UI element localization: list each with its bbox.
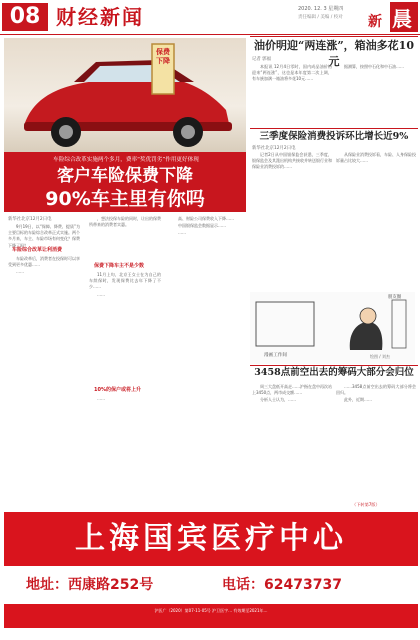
- svg-text:晨: 晨: [392, 7, 412, 31]
- lead-column-1: 9月19日，以“保障、降费、提质”为主要目标的车险综合改革正式实施。两个多月来，车主、车险市场有何变化？保费下降了吗？: [8, 224, 80, 248]
- svg-text:新: 新: [368, 14, 382, 30]
- price-tag-label: 保费下降: [156, 48, 170, 65]
- lead-column-2b: 11月上旬，北京王女士在为自己的车续保时，发现保费比去年下降了不少…… ……: [89, 272, 161, 297]
- continued-note: （下转第7版）: [352, 502, 380, 507]
- page-number: 08: [2, 3, 48, 31]
- ad-phone[interactable]: 电话：62473737: [222, 577, 342, 593]
- story4-title: 3458点前空出去的筹码大部分会归位: [254, 367, 414, 378]
- ad-license-footer: 沪医广（2020）第07-11-05号 沪卫医字… 有效期至2021年…: [154, 608, 268, 613]
- ad-title: 上海国宾医疗中心: [75, 521, 347, 556]
- car-illustration: [4, 38, 246, 152]
- logo-mark-icon: [364, 2, 418, 32]
- lead-headline-2: 90%车主里有你吗: [45, 188, 205, 210]
- lead-column-2: ，想法投保车险的同时，让出的保费所带来的消费者实惠。: [89, 216, 161, 228]
- story3-rule: [250, 128, 418, 129]
- top-rule: [250, 36, 418, 37]
- section-title: 财经新闻: [56, 5, 144, 29]
- editor-credit: 责任编辑 / 美编 / 校对: [298, 15, 343, 20]
- story3-title: 三季度保险消费投诉环比增长近9%: [259, 131, 409, 142]
- cartoon-label: 漫画工作间: [264, 353, 287, 358]
- lead-column-3: 高、财险公司保费收入下降…… 中国银保监会数据显示…… ……: [178, 216, 234, 236]
- lead-subhead-1: 车险综合改革让利消费: [12, 247, 63, 253]
- story3-column-1: 记者2日从中国银保监会获悉，三季度，银保监会及其派出机构共接收并转送银行业和保险业消费投诉约……: [252, 152, 332, 170]
- lead-column-1b: 车险改革后，消费者在投保时可以享受到更多优惠…… ……: [8, 256, 80, 275]
- story4-column-2: ……3458点前空出去的筹码大部分将会回归。 此外，近期……: [336, 384, 416, 403]
- lead-caption: 车险综合改革实施两个多月，费率“奖优罚劣”作用更好体现: [53, 157, 199, 163]
- lead-column-2c: ……: [97, 396, 105, 401]
- ad-address: 地址：西康路252号: [26, 577, 154, 593]
- story2-column-1: 本报讯 12月4日零时，国内成品油价格迎来“两连涨”，这也是本年度第二次上调，有车族加满一箱油将多花10元……: [252, 64, 332, 82]
- paper-logo: [364, 2, 418, 32]
- page-header: [0, 0, 420, 35]
- story2-title: 油价明迎“两连涨”，箱油多花10元: [254, 39, 414, 68]
- lead-photo: [4, 38, 246, 152]
- lead-headline-1: 客户车险保费下降: [57, 166, 193, 186]
- lead-byline: 新华社北京12月2日电: [8, 217, 52, 222]
- lead-subhead-3: 10%的保户或将上升: [94, 387, 141, 393]
- story3-byline: 新华社北京12月2日电: [252, 146, 296, 151]
- story2-column-2: 据测算，按照中石化和中石油……: [344, 64, 404, 69]
- issue-date: 2020. 12. 3 星期四: [298, 6, 344, 12]
- lead-subhead-2: 保费下降车主不是少数: [94, 263, 145, 269]
- cartoon-credit: 绘图 / 刘杰: [370, 354, 390, 359]
- story3-column-2: 从保险业消费投诉看，车险、人身保险投诉量占比较大……: [336, 152, 416, 164]
- story4-column-1: 周三大盘低开高走……沪指在盘中再次站上3450点，两市成交额…… 分析人士认为，……: [252, 384, 332, 403]
- editorial-cartoon: [250, 292, 415, 364]
- story2-byline: 记者 郭福: [252, 57, 271, 62]
- cartoon-caption: 朋友圈: [388, 295, 402, 300]
